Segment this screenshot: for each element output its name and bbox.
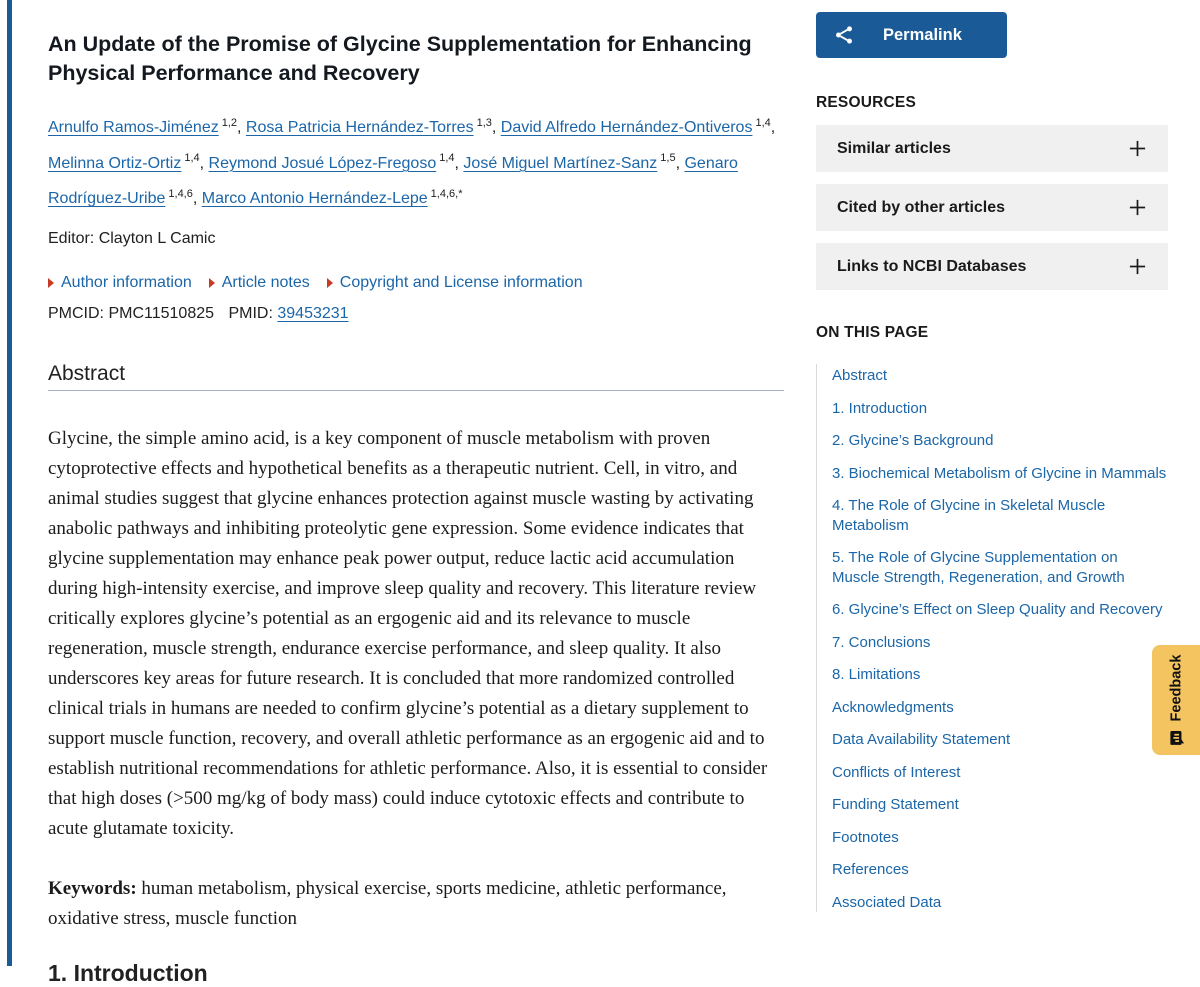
pmcid-value: PMC11510825 <box>108 304 215 322</box>
author-affiliation-sup: 1,4 <box>184 152 200 165</box>
article-meta-links <box>48 274 784 292</box>
toc-item <box>832 665 1168 685</box>
author-link[interactable]: David Alfredo Hernández-Ontiveros <box>500 119 753 137</box>
author: Reymond Josué López-Fregoso $^{1,4}$, <box>208 152 464 172</box>
article-title: An Update of the Promise of Glycine Supplementation for Enhancing Physical Performance and Recovery <box>48 32 752 85</box>
toc-item <box>832 828 1168 848</box>
left-accent-bar <box>7 0 12 966</box>
toc-item <box>832 548 1168 587</box>
toc-link-8-limitations[interactable]: 8. Limitations <box>832 666 921 683</box>
toc-link-acknowledgments[interactable]: Acknowledgments <box>832 698 954 716</box>
article-notes-link[interactable]: Article notes <box>209 274 310 292</box>
pmid-label: PMID: <box>228 304 273 322</box>
author-information-link[interactable]: Author information <box>48 274 192 292</box>
toc-item <box>832 496 1168 535</box>
accordion-label: Similar articles <box>837 139 951 157</box>
toc-item <box>832 893 1168 913</box>
abstract-heading: Abstract <box>48 361 784 391</box>
author-affiliation-sup: 1,3 <box>476 117 492 129</box>
toc-link-abstract[interactable]: Abstract <box>832 367 888 384</box>
author-link[interactable]: Melinna Ortiz-Ortiz <box>48 154 182 172</box>
toc-link-7-conclusions[interactable]: 7. Conclusions <box>832 633 931 651</box>
toc-item <box>832 763 1168 783</box>
feedback-label: Feedback <box>1168 654 1184 722</box>
author-affiliation-sup: 1,4 <box>755 117 771 129</box>
toc-link-5-the-role-of-glycine-supplementation-on-muscle-strength-regeneration-and-growth[interactable]: 5. The Role of Glycine Supplementation on Muscle Strength, Regeneration, and Growth <box>832 549 1125 586</box>
author-link[interactable]: Reymond Josué López-Fregoso <box>208 154 437 172</box>
author-affiliation-sup: 1,4,6,* <box>430 187 463 200</box>
toc-item <box>832 730 1168 750</box>
toc-link-2-glycine-s-background[interactable]: 2. Glycine’s Background <box>832 432 994 449</box>
toc-link-data-availability-statement[interactable]: Data Availability Statement <box>832 731 1011 748</box>
permalink-button[interactable] <box>816 12 1007 58</box>
author: Arnulfo Ramos-Jiménez $^{1,2}$, <box>48 117 246 137</box>
toc-link-3-biochemical-metabolism-of-glycine-in-mammals[interactable]: 3. Biochemical Metabolism of Glycine in Mammals <box>832 464 1167 482</box>
feedback-tab[interactable] <box>1152 645 1200 755</box>
toc-item <box>832 366 1168 386</box>
keywords-text: human metabolism, physical exercise, sports medicine, athletic performance, oxidative stress, muscle function <box>48 877 727 929</box>
editor-line: Editor: Clayton L Camic <box>48 229 216 247</box>
pmid-link[interactable]: 39453231 <box>277 304 349 322</box>
toc-item <box>832 431 1168 451</box>
author-affiliation-sup: 1,5 <box>660 152 676 165</box>
toc-link-4-the-role-of-glycine-in-skeletal-muscle-metabolism[interactable]: 4. The Role of Glycine in Skeletal Muscle Metabolism <box>832 497 1106 534</box>
cited-by-other-articles-accordion[interactable] <box>816 184 1168 231</box>
toc-item <box>832 399 1168 419</box>
toc-link-conflicts-of-interest[interactable]: Conflicts of Interest <box>832 763 961 781</box>
author-link[interactable]: Arnulfo Ramos-Jiménez <box>48 119 219 137</box>
author: José Miguel Martínez-Sanz $^{1,5}$, <box>463 152 685 172</box>
accordion-label: Cited by other articles <box>837 198 1006 216</box>
sidebar <box>816 0 1168 987</box>
on-this-page-heading: ON THIS PAGE <box>816 324 929 341</box>
toc-item <box>832 633 1168 653</box>
author: Genaro Rodríguez-Uribe $^{1,4,6}$, <box>48 154 738 207</box>
toc-link-references[interactable]: References <box>832 861 909 878</box>
resources-heading: RESOURCES <box>816 94 916 111</box>
plus-icon <box>1128 139 1147 158</box>
author-link[interactable]: Marco Antonio Hernández-Lepe <box>201 189 428 207</box>
author-affiliation-sup: 1,2 <box>221 117 238 129</box>
keywords-line <box>48 874 784 934</box>
toc-link-6-glycine-s-effect-on-sleep-quality-and-recovery[interactable]: 6. Glycine’s Effect on Sleep Quality and Recovery <box>832 601 1163 618</box>
share-icon <box>833 24 855 46</box>
author-link[interactable]: Genaro Rodríguez-Uribe <box>48 154 738 207</box>
keywords-label: Keywords: <box>48 877 137 899</box>
pmcid-label: PMCID: <box>48 304 104 322</box>
author-link[interactable]: Rosa Patricia Hernández-Torres <box>245 119 474 137</box>
toc-item <box>832 600 1168 620</box>
disclosure-triangle-icon <box>48 278 54 288</box>
plus-icon <box>1128 198 1147 217</box>
feedback-icon <box>1169 730 1184 745</box>
toc-link-associated-data[interactable]: Associated Data <box>832 893 942 911</box>
toc-link-funding-statement[interactable]: Funding Statement <box>832 796 959 813</box>
plus-icon <box>1128 257 1147 276</box>
author: Rosa Patricia Hernández-Torres $^{1,3}$, <box>245 117 501 137</box>
similar-articles-accordion[interactable] <box>816 125 1168 172</box>
section-heading-introduction: 1. Introduction <box>48 959 208 986</box>
toc-link-1-introduction[interactable]: 1. Introduction <box>832 399 928 417</box>
article-ids <box>48 305 784 323</box>
author-affiliation-sup: 1,4,6 <box>168 187 193 200</box>
disclosure-triangle-icon <box>327 278 333 288</box>
accordion-label: Links to NCBI Databases <box>837 257 1027 275</box>
toc-item <box>832 795 1168 815</box>
copyright-and-license-information-link[interactable]: Copyright and License information <box>327 274 583 292</box>
author <box>201 187 463 207</box>
toc-item <box>832 860 1168 880</box>
toc-item <box>832 464 1168 484</box>
toc-item <box>832 698 1168 718</box>
author-affiliation-sup: 1,4 <box>439 152 455 165</box>
author: Melinna Ortiz-Ortiz $^{1,4}$, <box>48 152 209 172</box>
resources-accordions <box>816 125 1168 290</box>
author-link[interactable]: José Miguel Martínez-Sanz <box>463 154 658 172</box>
author-list <box>48 108 784 214</box>
abstract-text: Glycine, the simple amino acid, is a key component of muscle metabolism with proven cytoprotective effects and hypothetical benefits as a therapeutic nutrient. Cell, in vitro, and animal studies suggest that glycine enhances protection against muscle wasting by activating anabolic pathways and inhibiting proteolytic gene expression. Some evidence indicates that glycine supplementation may enhance peak power output, reduce lactic acid accumulation during high-intensity exercise, and improve sleep quality and recovery. This literature review critically explores glycine’s potential as an ergogenic aid and its relevance to muscle regeneration, muscle strength, endurance exercise performance, and sleep quality. It also underscores key areas for future research. It is concluded that more randomized controlled clinical trials in humans are needed to confirm glycine’s potential as a dietary supplement to support muscle function, recovery, and overall athletic performance as an ergogenic aid and to establish nutritional recommendations for athletic performance. Also, it is essential to consider that high doses (>500 mg/kg of body mass) could induce cytotoxic effects and contribute to acute glutamate toxicity. <box>48 427 768 839</box>
toc-link-footnotes[interactable]: Footnotes <box>832 828 899 846</box>
author: David Alfredo Hernández-Ontiveros $^{1,4}$, <box>500 117 776 137</box>
disclosure-triangle-icon <box>209 278 215 288</box>
permalink-label: Permalink <box>883 25 962 44</box>
links-to-ncbi-databases-accordion[interactable] <box>816 243 1168 290</box>
on-this-page-list <box>816 364 1168 912</box>
article-content <box>48 0 784 987</box>
